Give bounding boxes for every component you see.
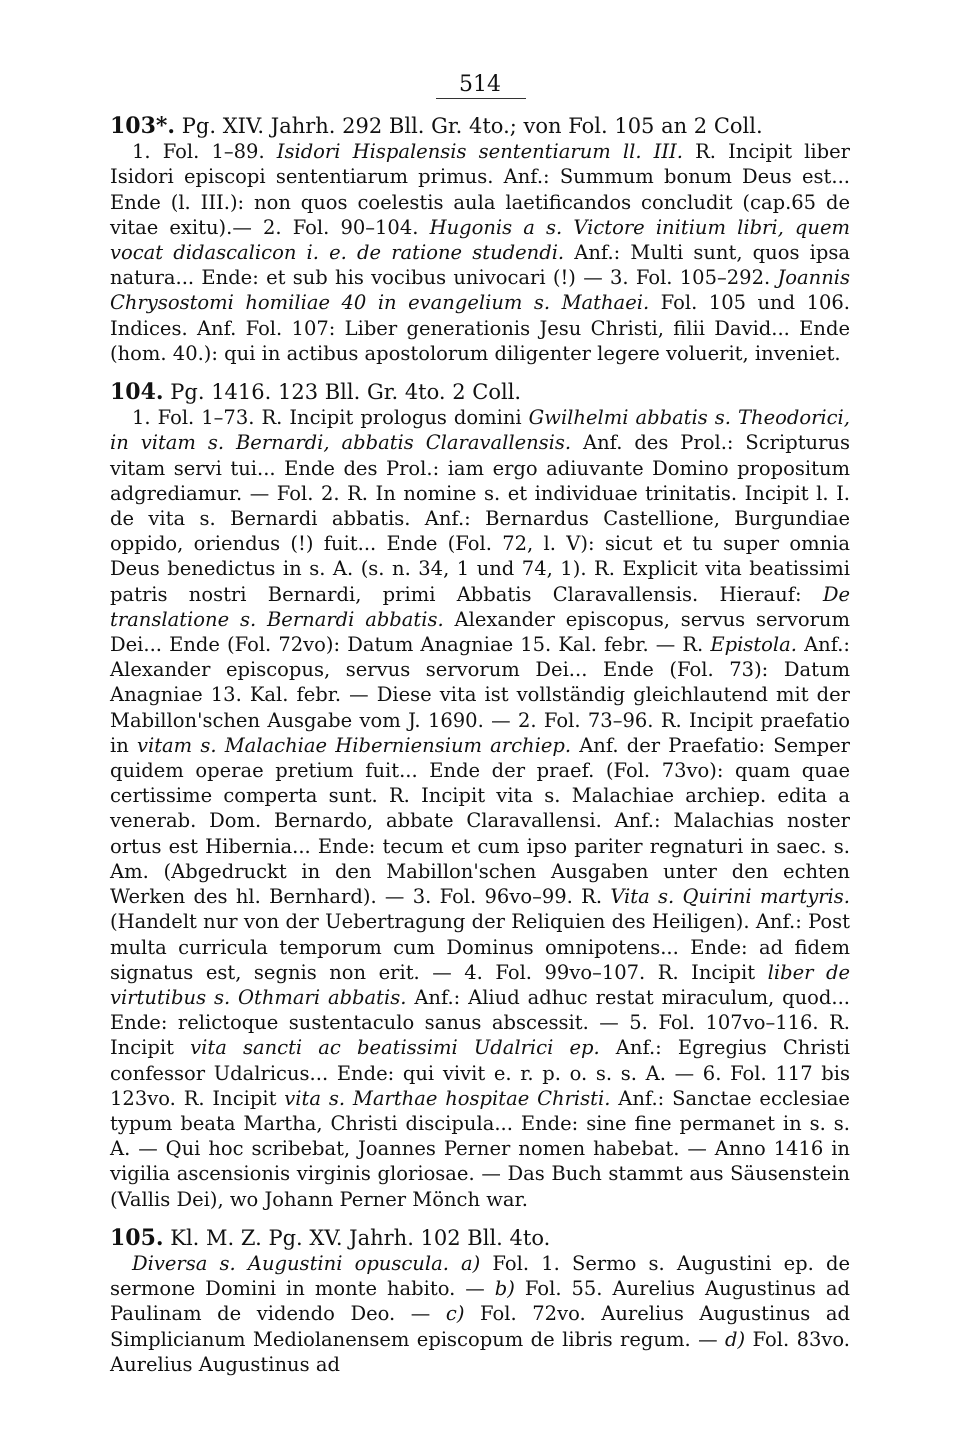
entry-number: 105.: [110, 1224, 164, 1251]
entry-heading-text: Pg. XIV. Jahrh. 292 Bll. Gr. 4to.; von Fol. 105 an 2 Coll.: [175, 114, 763, 138]
text-run: Anf. der Praefatio: Semper quidem operae pretium fuit... Ende der praef. (Fol. 73vo): quam quae certissime comperta sunt. R. Incipit vita s. Malachiae archiep. edita a venerab. Dom. Bernardo, abbate Claravallensi. Anf.: Malachias noster ortus est Hibernia... Ende: tecum et cum ipso pariter regnaturi in saec. s. Am. (Abgedruckt in den Mabillon'schen Ausgaben unter den echten Werken des hl. Bernhard). — 3. Fol. 96vo–99. R.: [110, 733, 850, 909]
italic-title: Hugonis a s. Victore initium libri, quem vocat didascalicon i. e. de ratione studendi.: [110, 215, 851, 265]
text-run: 1. Fol. 1–73. R. Incipit prologus domini: [132, 406, 529, 430]
text-run: Alexander episcopus, servus servorum Dei... Ende (Fol. 72vo): Datum Anagniae 15. Kal. febr. — R.: [110, 607, 850, 657]
entry-heading: [110, 380, 850, 405]
text-run: Anf.: Alexander episcopus, servus servorum Dei... Ende (Fol. 73): Datum Anagniae 13. Kal. febr. — Diese vita ist vollständig gleichlautend mit der Mabillon'schen Ausgabe vom J. 1690. — 2. Fol. 73–96. R. Incipit praefatio in: [110, 633, 850, 757]
entry-number: 103*.: [110, 113, 176, 139]
italic-title: d): [725, 1327, 746, 1351]
page-number: 514: [459, 72, 501, 97]
italic-title: Joannis Chrysostomi homiliae 40 in evangelium s. Mathaei.: [110, 266, 850, 315]
text-run: Anf.: Aliud adhuc restat miraculum, quod... Ende: relictoque sustentaculo sanus abscessit. — 5. Fol. 107vo–116. R. Incipit: [110, 985, 850, 1060]
text-run: R. Incipit liber Isidori episcopi sententiarum primus. Anf.: Summum bonum Deus est... Ende (l. III.): non quos coelestis aula laetificandos concludit (cap.65 de vitae exitu).— 2. Fol. 90–104.: [110, 140, 850, 239]
catalog-entry: [110, 1226, 850, 1377]
italic-title: vita sancti ac beatissimi Udalrici ep.: [190, 1036, 600, 1060]
text-run: Fol. 1. Sermo s. Augustini ep. de sermone Domini in monte habito. —: [110, 1251, 850, 1301]
catalog-entry: [110, 114, 850, 366]
text-run: Fol. 72vo. Aurelius Augustinus ad Simplicianum Mediolanensem episcopum de libris regum. —: [110, 1302, 851, 1351]
text-run: Anf.: Egregius Christi confessor Udalricus... Ende: qui vivit e. r. p. o. s. s. A. — 6. Fol. 117 bis 123vo. R. Incipit: [110, 1036, 850, 1110]
italic-title: Gwilhelmi abbatis s. Theodorici, in vitam s. Bernardi, abbatis Claravallensis.: [110, 406, 850, 455]
italic-title: Epistola.: [710, 633, 797, 657]
italic-title: De translatione s. Bernardi abbatis.: [110, 582, 850, 631]
entry-heading: [110, 114, 850, 139]
italic-title: vitam s. Malachiae Hiberniensium archiep.: [136, 733, 572, 757]
entry-body: [110, 1251, 850, 1377]
italic-title: vita s. Marthae hospitae Christi.: [284, 1086, 611, 1110]
text-run: Anf.: Sanctae ecclesiae typum beata Martha, Christi discipula... Ende: sine fine permanet in s. s. A. — Qui hoc scribebat, Joannes Perner nomen habebat. — Anno 1416 in vigilia ascensionis virginis gloriosae. — Das Buch stammt aus Säusenstein (Vallis Dei), wo Johann Perner Mönch war.: [110, 1086, 850, 1211]
entry-heading-text: Kl. M. Z. Pg. XV. Jahrh. 102 Bll. 4to.: [163, 1225, 551, 1250]
catalog-text: [110, 114, 850, 1377]
italic-title: liber de virtutibus s. Othmari abbatis.: [110, 960, 850, 1009]
entry-number: 104.: [110, 379, 164, 406]
italic-title: Isidori Hispalensis sententiarum ll. III.: [276, 140, 683, 164]
italic-title: b): [494, 1277, 515, 1301]
italic-title: Diversa s. Augustini opuscula. a): [132, 1251, 481, 1275]
italic-title: c): [445, 1302, 465, 1326]
text-run: Fol. 83vo. Aurelius Augustinus ad: [110, 1327, 850, 1376]
text-run: Fol. 55. Aurelius Augustinus ad Paulinam de videndo Deo. —: [110, 1277, 850, 1326]
italic-title: Vita s. Quirini martyris.: [610, 885, 850, 909]
text-run: Anf. des Prol.: Scripturus vitam servi tui... Ende des Prol.: iam ergo adiuvante Domino propositum adgrediamur. — Fol. 2. R. In nomine s. et individuae trinitatis. Incipit l. I. de vita s. Bernardi abbatis. Anf.: Bernardus Castellione, Burgundiae oppido, oriendus (!) fuit... Ende (Fol. 72, l. V): sicut et tu super omnia Deus benedictus in s. A. (s. n. 34, 1 und 74, 1). R. Explicit vita beatissimi patris nostri Bernardi, primi Abbatis Claravallensis. Hierauf:: [110, 431, 850, 606]
entry-heading-text: Pg. 1416. 123 Bll. Gr. 4to. 2 Coll.: [163, 380, 522, 405]
page-number-rule: [436, 98, 526, 99]
text-run: 1. Fol. 1–89.: [132, 140, 277, 164]
catalog-entry: [110, 380, 850, 1212]
entry-heading: [110, 1226, 850, 1251]
text-run: Anf.: Multi sunt, quos ipsa natura... Ende: et sub his vocibus univocari (!) — 3. Fol. 105–292.: [110, 241, 850, 290]
entry-body: [110, 139, 850, 366]
entry-body: [110, 405, 850, 1212]
text-run: Fol. 105 und 106. Indices. Anf. Fol. 107: Liber generationis Jesu Christi, filii David... Ende (hom. 40.): qui in actibus apostolorum diligenter legere voluerit, inveniet.: [110, 291, 851, 365]
text-run: (Handelt nur von der Uebertragung der Reliquien des Heiligen). Anf.: Post multa curricula temporum cum Dominus omnipotens... Ende: ad fidem signatus est, segnis non erit. — 4. Fol. 99vo–107. R. Incipit: [110, 910, 850, 984]
